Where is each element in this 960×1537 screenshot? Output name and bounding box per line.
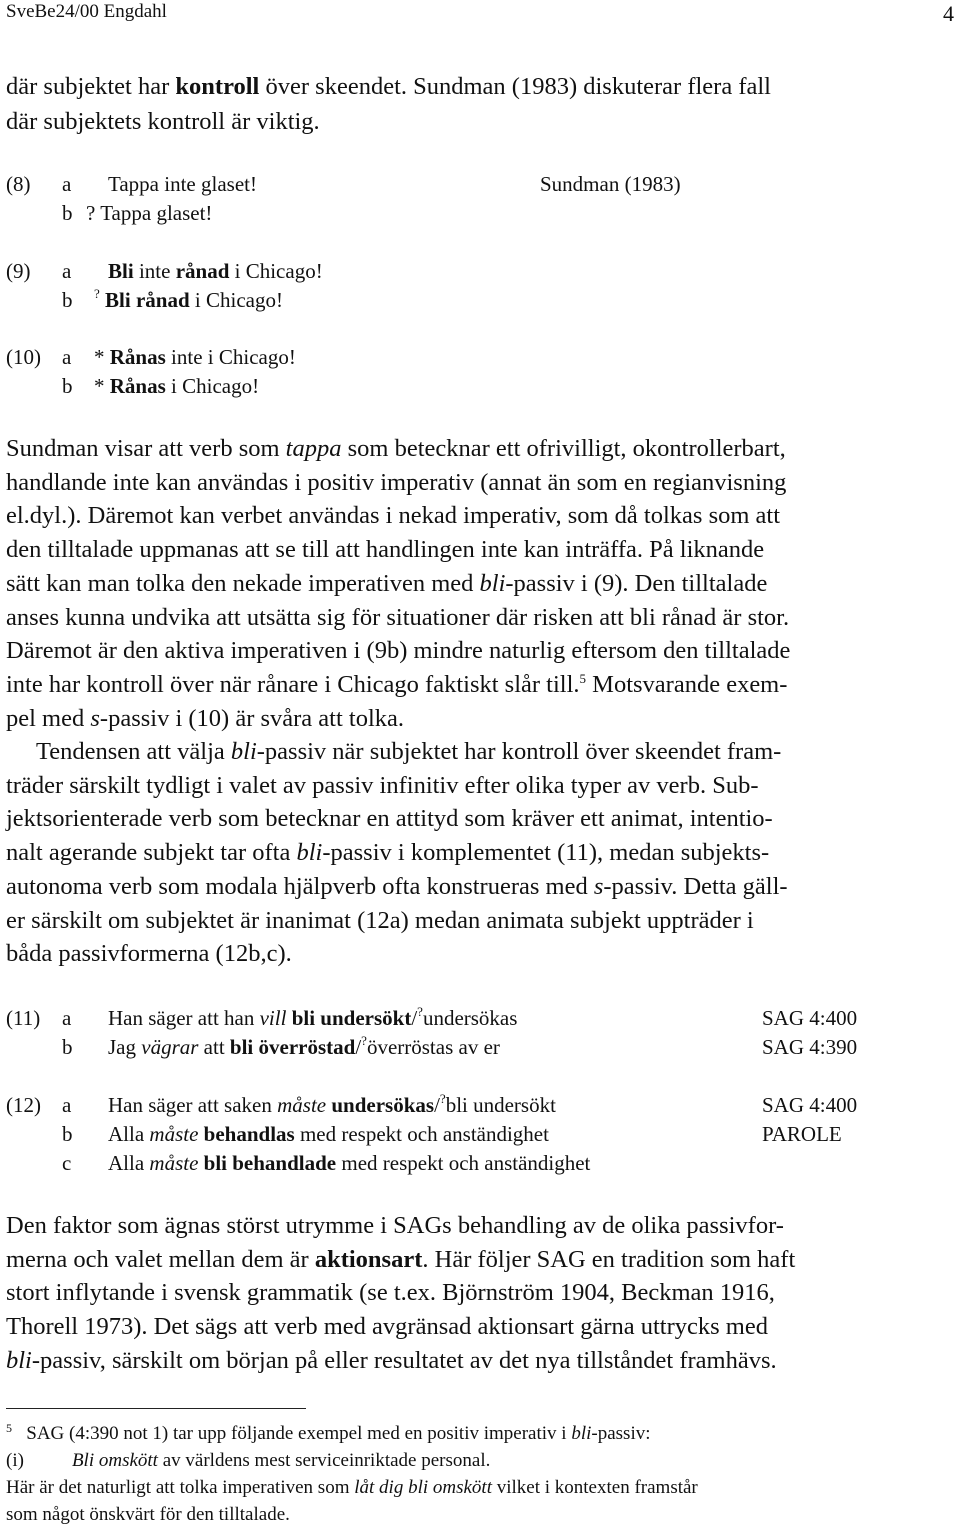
example-11 <box>6 1004 954 1062</box>
example-11-b-source: SAG 4:390 <box>762 1035 858 1059</box>
example-10 <box>6 343 954 401</box>
example-10-b: b * Rånas i Chicago! <box>62 374 260 398</box>
example-9-a: (9) a Bli inte rånad i Chicago! <box>6 259 323 283</box>
page-number: 4 <box>943 1 954 26</box>
paragraph-2: Tendensen att välja bli-passiv när subjektet har kontroll över skeendet fram- träder särskilt tydligt i valet av passiv infinitiv efter olika typer av verb. Sub- jektsorienterade verb som betecknar en attityd som kräver ett animat, intentio- nalt agerande subjekt tar ofta bli-passiv i komplementet (11), medan subjekts- autonoma verb som modala hjälpverb ofta konstrueras med s-passiv. Detta gäll- er särskilt om subjektet är inanimat (12a) medan animata subjekt uppträder i båda passivformerna (12b,c). <box>6 738 788 968</box>
intro-line-2: där subjektets kontroll är viktig. <box>6 108 320 135</box>
example-12-a-source: SAG 4:400 <box>762 1093 858 1117</box>
example-11-b: b Jag vägrar att bli överröstad/?överröstas av er SAG 4:390 <box>6 1033 954 1062</box>
intro-line-1: där subjektet har kontroll över skeendet. Sundman (1983) diskuterar flera fall <box>6 73 771 100</box>
example-10-a: (10) a * Rånas inte i Chicago! <box>6 345 296 369</box>
example-9 <box>6 257 954 315</box>
footnote-5 <box>6 1420 954 1528</box>
example-8-b: b ? Tappa glaset! <box>62 201 213 225</box>
example-12-c: c Alla måste bli behandlade med respekt och anständighet <box>62 1151 591 1175</box>
example-8 <box>6 170 954 228</box>
example-9-b: b ? Bli rånad i Chicago! <box>62 286 283 312</box>
example-12-a: (12) a Han säger att saken måste undersökas/?bli undersökt SAG 4:400 <box>6 1091 954 1120</box>
intro-paragraph <box>6 69 954 139</box>
footnote-line-1: $^5$ SAG (4:390 not 1) tar upp följande exempel med en positiv imperativ i bli-passiv: <box>6 1421 651 1444</box>
page-header <box>6 0 954 26</box>
paragraph-1: Sundman visar att verb som tappa som betecknar ett ofrivilligt, okontrollerbart, handlande inte kan användas i positiv imperativ (annat än som en regianvisning el.dyl.). Däremot kan verbet användas i nekad imperativ, som då tolkas som att den tilltalade uppmanas att se till att handlingen inte kan inträffa. På liknande sätt kan man tolka den nekade imperativen med bli-passiv i (9). Den tilltalade anses kunna undvika att utsätta sig för situationer där risken att bli rånad är stor. Däremot är den aktiva imperativen i (9b) mindre naturlig eftersom den tilltalade inte har kontroll över när rånare i Chicago faktiskt slår till.$^5$ Motsvarande exem- pel med s-passiv i (10) är svåra att tolka. <box>6 435 791 732</box>
footnote-line-4: som något önskvärt för den tilltalade. <box>6 1504 290 1525</box>
example-11-a-source: SAG 4:400 <box>762 1006 858 1030</box>
header-document-id: SveBe24/00 Engdahl <box>6 1 167 22</box>
example-12-b: b Alla måste behandlas med respekt och anständighet PAROLE <box>6 1120 954 1149</box>
footnote-line-3: Här är det naturligt att tolka imperativen som låt dig bli omskött vilket i kontexten framstår <box>6 1477 698 1498</box>
example-12 <box>6 1091 954 1178</box>
example-8-a: (8) a Tappa inte glaset! Sundman (1983) <box>6 170 954 199</box>
example-8-source: Sundman (1983) <box>540 172 681 196</box>
footnote-rule <box>6 1408 306 1409</box>
example-12-b-source: PAROLE <box>762 1122 842 1146</box>
example-11-a: (11) a Han säger att han vill bli undersökt/?undersökas SAG 4:400 <box>6 1004 954 1033</box>
footnote-line-2: (i) Bli omskött av världens mest serviceinriktade personal. <box>6 1450 491 1471</box>
paragraph-3: Den faktor som ägnas störst utrymme i SAGs behandling av de olika passivfor- merna och valet mellan dem är aktionsart. Här följer SAG en tradition som haft stort inflytande i svensk grammatik (se t.ex. Björnström 1904, Beckman 1916, Thorell 1973). Det sägs att verb med avgränsad aktionsart gärna uttrycks med bli-passiv, särskilt om början på eller resultatet av det nya tillståndet framhävs. <box>6 1212 796 1374</box>
